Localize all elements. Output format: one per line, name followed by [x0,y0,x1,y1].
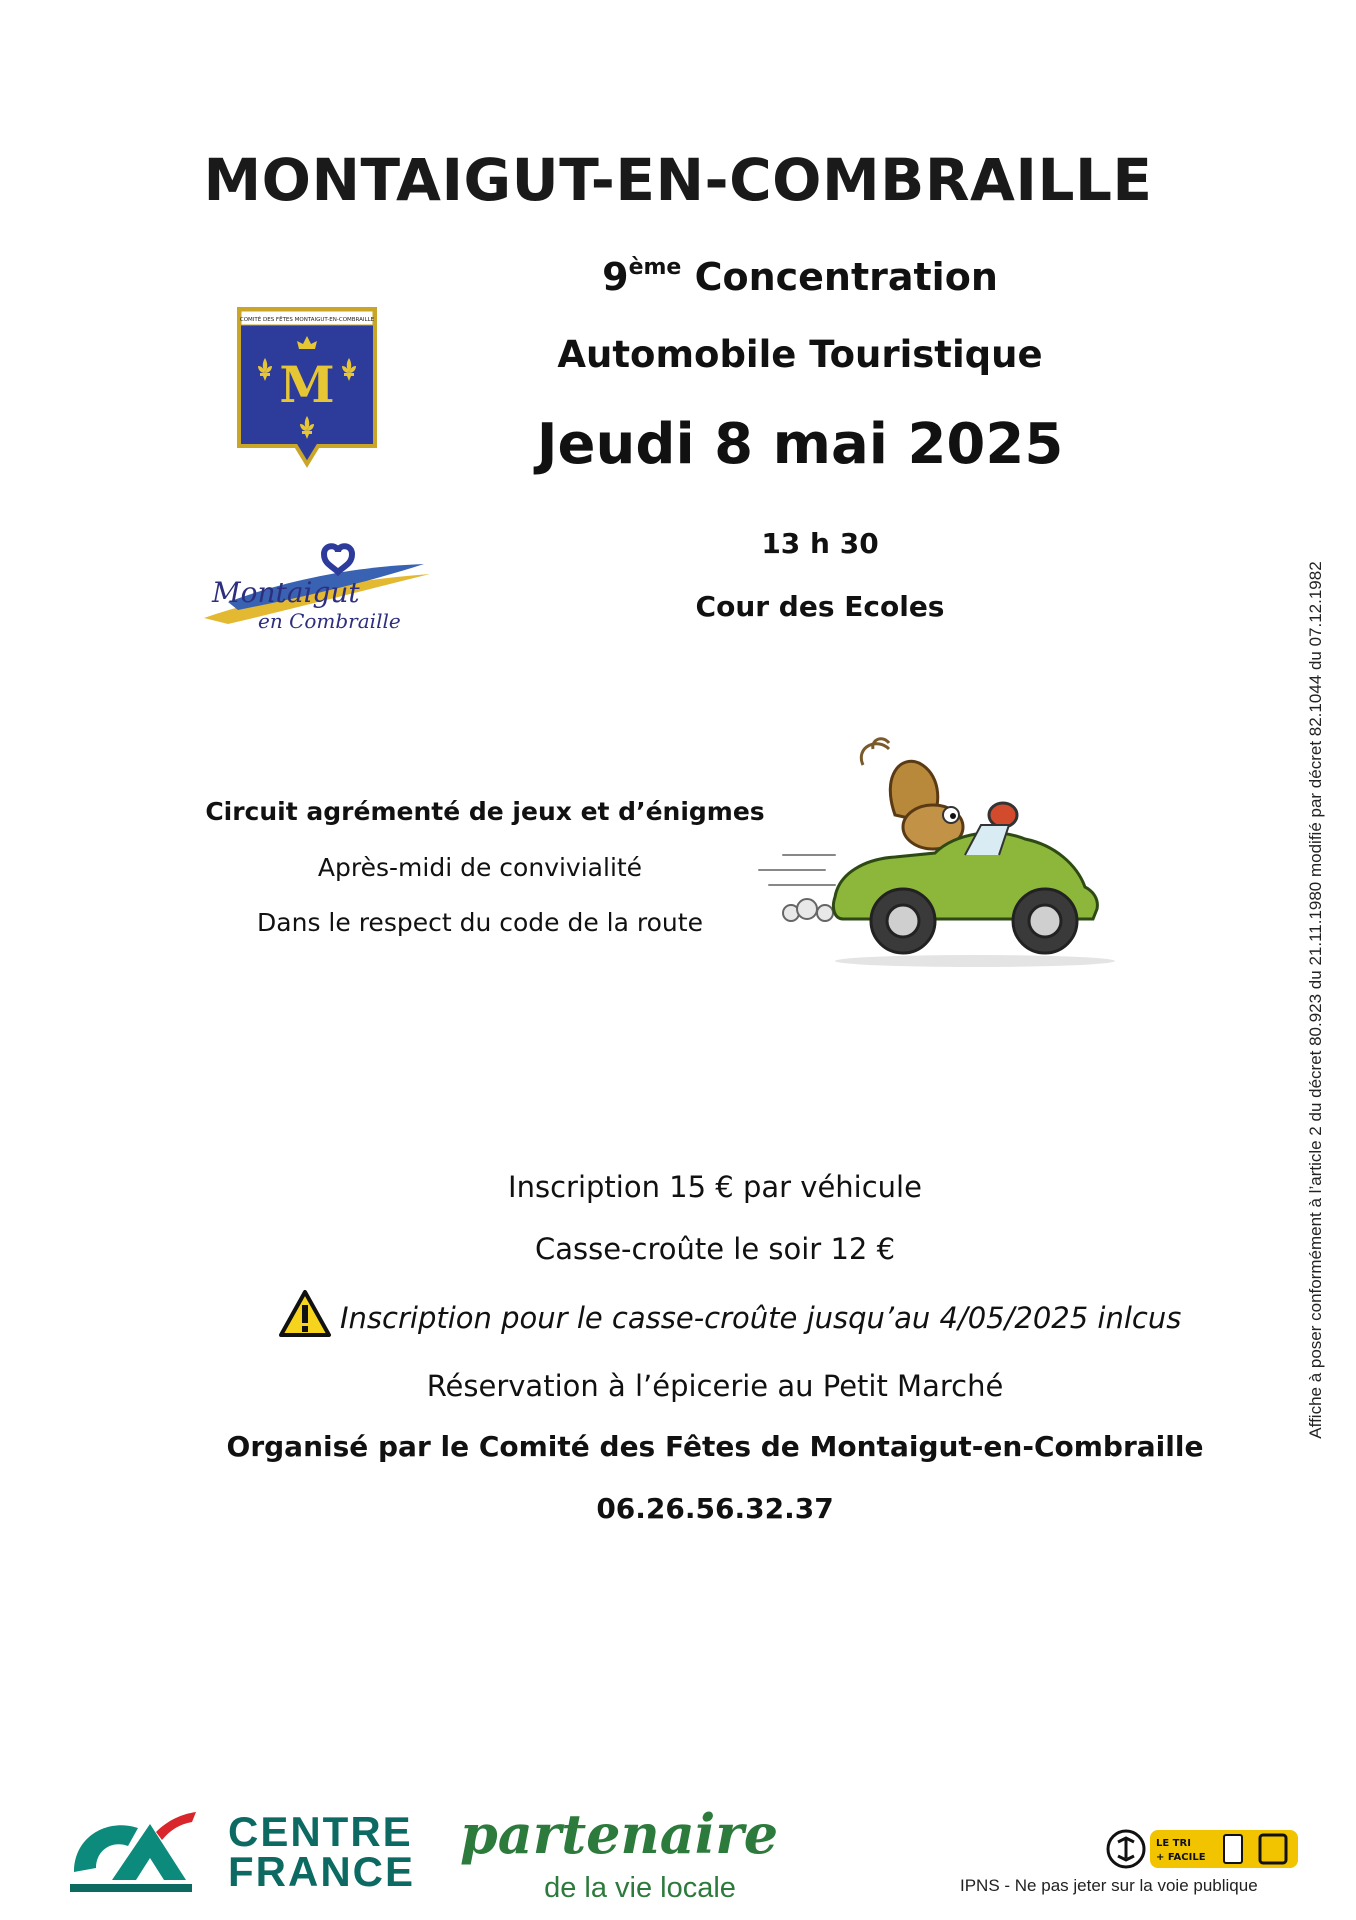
paper-icon [1224,1835,1242,1863]
activity-road-rules: Dans le respect du code de la route [257,908,703,937]
bank-name-line1: CENTRE [228,1808,413,1855]
town-logo-name: Montaigut [212,576,360,609]
crest-banner-text: COMITÉ DES FÊTES MONTAIGUT-EN-COMBRAILLE [239,317,375,323]
comite-crest-logo [236,306,378,468]
warning-icon [278,1289,332,1339]
town-title: MONTAIGUT-EN-COMBRAILLE [203,146,1153,214]
partner-tagline: de la vie locale [544,1872,736,1904]
cartoon-dog-car-illustration [755,735,1145,975]
warning-text: Inscription pour le casse-croûte jusqu’au 4/05/2025 inlcus [340,1301,1182,1335]
event-date: Jeudi 8 mai 2025 [536,412,1064,477]
event-ordinal-number: 9 [602,255,629,299]
triman-recycling-logo [1104,1826,1302,1872]
credit-agricole-logo [68,1802,198,1894]
bank-name-line2: FRANCE [228,1848,415,1895]
contact-phone: 06.26.56.32.37 [596,1492,834,1525]
partner-script: partenaire [460,1802,779,1866]
tri-label-2: + FACILE [1156,1852,1206,1863]
booking-info: Réservation à l’épicerie au Petit Marché [426,1369,1004,1403]
activity-circuit: Circuit agrémenté de jeux et d’énigmes [205,797,765,826]
event-title-line1 [560,255,1040,299]
bank-name [228,1808,438,1895]
montaigut-town-logo [198,540,434,640]
ipns-notice: IPNS - Ne pas jeter sur la voie publique [960,1876,1258,1895]
event-title-line2: Automobile Touristique [557,333,1043,376]
legal-notice: Affiche à poser conformément à l’article 2 du décret 80.923 du 21.11.1980 modifié par décret 82.1044 du 07.12.1982 [1306,561,1325,1439]
registration-fee: Inscription 15 € par véhicule [508,1170,922,1204]
tri-label-1: LE TRI [1156,1838,1191,1849]
snack-price: Casse-croûte le soir 12 € [534,1232,896,1266]
event-place: Cour des Ecoles [695,590,945,623]
event-time: 13 h 30 [761,527,879,560]
bin-icon [1260,1835,1286,1863]
event-title-rest: Concentration [681,255,998,299]
event-ordinal-suffix: ème [628,255,682,280]
snack-deadline-warning [270,1285,1182,1341]
town-logo-subtitle: en Combraille [258,609,401,633]
activity-afternoon: Après-midi de convivialité [317,853,643,882]
crest-letter: M [279,355,335,414]
organizer: Organisé par le Comité des Fêtes de Montaigut-en-Combraille [226,1430,1204,1463]
